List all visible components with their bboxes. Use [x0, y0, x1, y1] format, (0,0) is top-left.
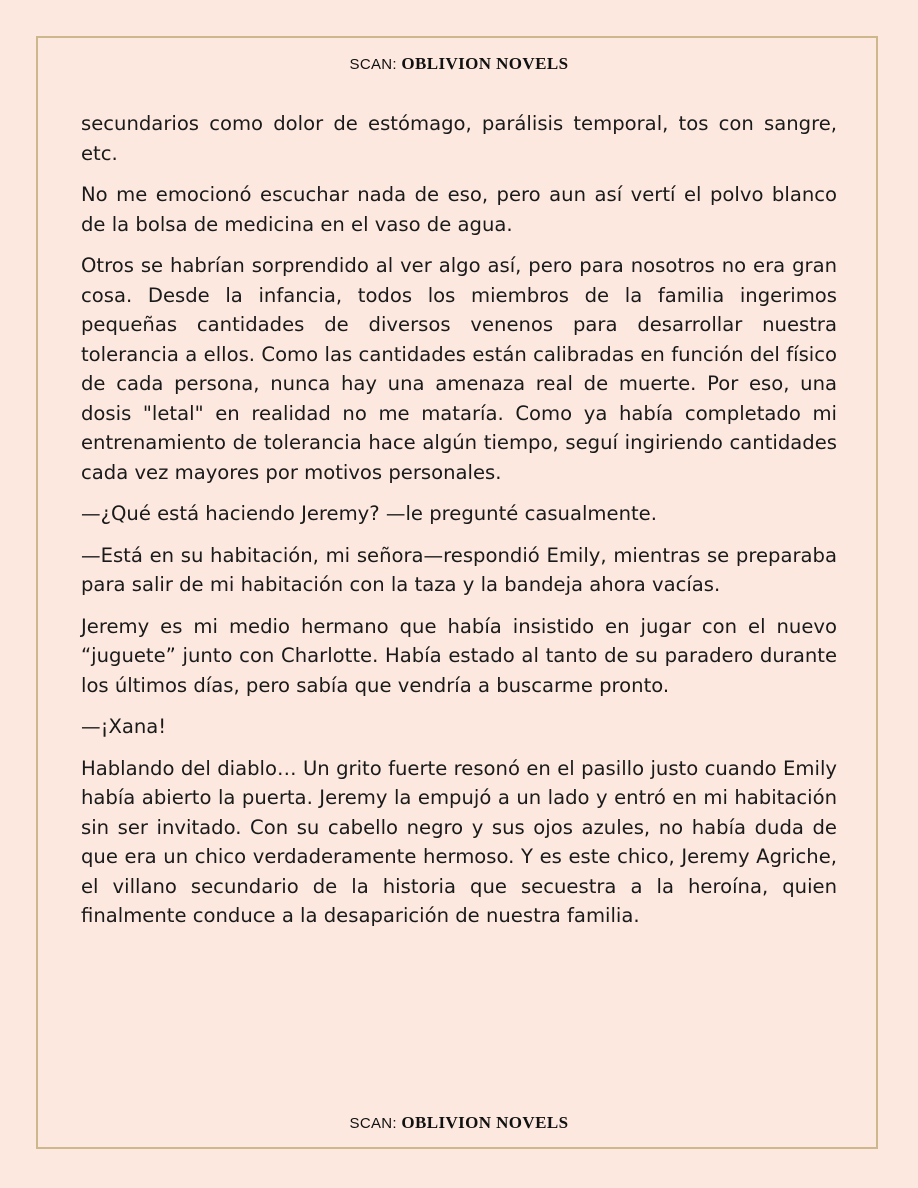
paragraph-3: Otros se habrían sorprendido al ver algo así, pero para nosotros no era gran cosa. Desde la infancia, todos los miembros de la familia ingerimos pequeñas cantidades de diversos venenos para desarrollar nuestra tolerancia a ellos. Como las cantidades están calibradas en función del físico de cada persona, nunca hay una amenaza real de muerte. Por eso, una dosis "letal" en realidad no me mataría. Como ya había completado mi entrenamiento de tolerancia hace algún tiempo, seguí ingiriendo cantidades cada vez mayores por motivos personales.	[81, 254, 837, 484]
paragraph-2: No me emocionó escuchar nada de eso, pero aun así vertí el polvo blanco de la bolsa de medicina en el vaso de agua.	[81, 183, 837, 236]
paragraph-4: —¿Qué está haciendo Jeremy? —le pregunté casualmente.	[81, 502, 657, 525]
scan-footer-prefix: SCAN:	[349, 1115, 402, 1132]
paragraph-1: secundarios como dolor de estómago, parálisis temporal, tos con sangre, etc.	[81, 112, 837, 165]
paragraph-8: Hablando del diablo… Un grito fuerte resonó en el pasillo justo cuando Emily había abierto la puerta. Jeremy la empujó a un lado y entró en mi habitación sin ser invitado. Con su cabello negro y sus ojos azules, no había duda de que era un chico verdaderamente hermoso. Y es este chico, Jeremy Agriche, el villano secundario de la historia que secuestra a la heroína, quien finalmente conduce a la desaparición de nuestra familia.	[81, 756, 837, 927]
page-body	[81, 109, 837, 943]
paragraph-7: —¡Xana!	[81, 715, 167, 738]
paragraph-6: Jeremy es mi medio hermano que había insistido en jugar con el nuevo “juguete” junto con Charlotte. Había estado al tanto de su paradero durante los últimos días, pero sabía que vendría a buscarme pronto.	[81, 614, 837, 697]
scan-header-prefix: SCAN:	[349, 56, 402, 73]
scan-header	[0, 54, 918, 74]
scan-footer-brand: OBLIVION NOVELS	[401, 1113, 569, 1132]
paragraph-5: —Está en su habitación, mi señora—respondió Emily, mientras se preparaba para salir de mi habitación con la taza y la bandeja ahora vacías.	[81, 543, 837, 596]
scan-footer	[0, 1113, 918, 1133]
scan-header-brand: OBLIVION NOVELS	[401, 54, 569, 73]
